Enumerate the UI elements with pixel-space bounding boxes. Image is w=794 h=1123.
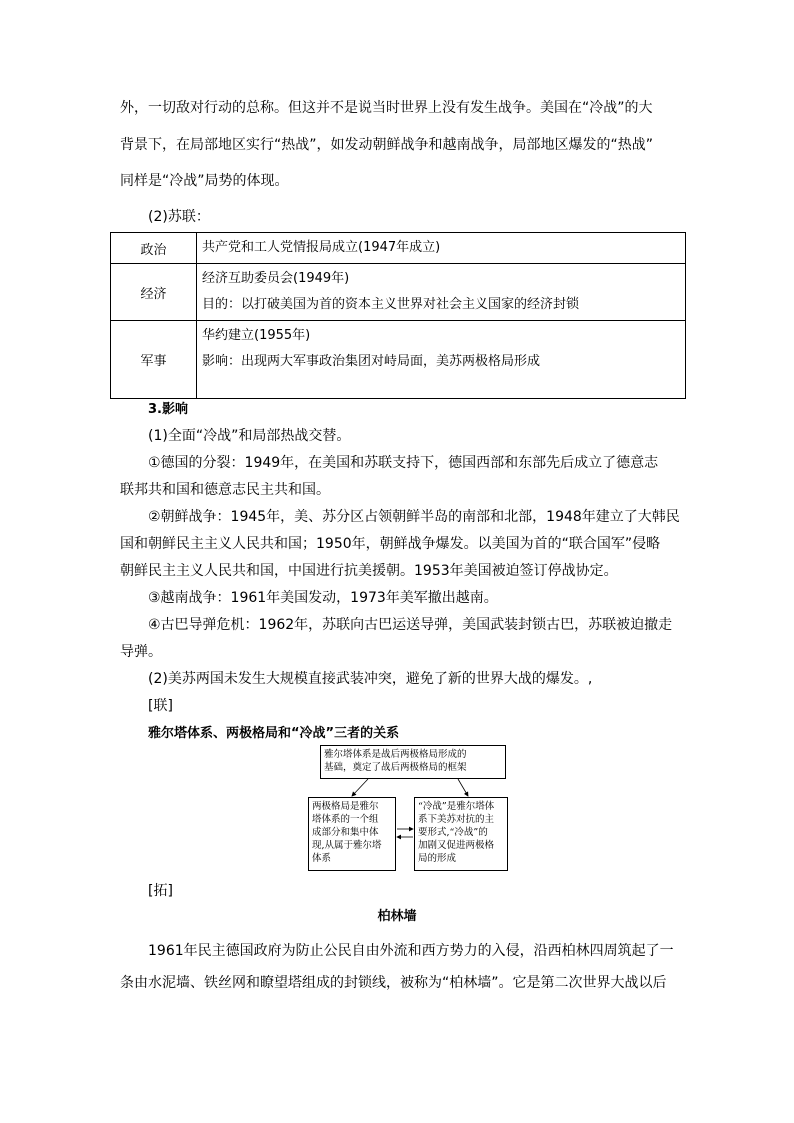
diagram-text-line: 两极格局是雅尔	[312, 801, 379, 812]
table-value-line: 华约建立(1955年)	[202, 328, 311, 343]
table-value	[197, 264, 686, 321]
table-value	[197, 321, 686, 399]
diagram-text-line: 成部分和集中体	[312, 827, 379, 838]
table-value-line: 目的：以打破美国为首的资本主义世界对社会主义国家的经济封锁	[202, 297, 580, 312]
diagram-text-line: 现,从属于雅尔塔	[312, 840, 382, 851]
link-tag: [联]	[148, 698, 173, 714]
impact-line: 国和朝鲜民主主义人民共和国；1950年，朝鲜战争爆发。以美国为首的“联合国军”侵略	[120, 536, 661, 552]
diagram-text-line: “冷战”是雅尔塔体	[418, 801, 495, 812]
table-value-line: 经济互助委员会(1949年)	[202, 271, 350, 286]
intro-line: 外，一切敌对行动的总称。但这并不是说当时世界上没有发生战争。美国在“冷战”的大	[120, 100, 653, 116]
ext-line: 1961年民主德国政府为防止公民自由外流和西方势力的入侵，沿西柏林四周筑起了一	[148, 943, 674, 959]
diagram-text-line: 加剧又促进两极格	[418, 840, 495, 851]
table-row	[111, 264, 686, 321]
impact-line: (1)全面“冷战”和局部热战交替。	[148, 428, 351, 444]
diagram-text-line: 局的形成	[418, 853, 457, 864]
table-value-line: 共产党和工人党情报局成立(1947年成立)	[202, 240, 441, 255]
table-value	[197, 233, 686, 264]
ext-tag: [拓]	[148, 883, 173, 899]
impact-line: 导弹。	[120, 644, 162, 660]
intro-line: 背景下，在局部地区实行“热战”，如发动朝鲜战争和越南战争，局部地区爆发的“热战”	[120, 137, 654, 153]
arrow-top-to-left	[352, 779, 368, 796]
ext-title: 柏林墙	[377, 909, 417, 924]
ussr-table	[110, 232, 686, 399]
table-row	[111, 233, 686, 264]
diagram-text-line: 基础，奠定了战后两极格局的框架	[324, 762, 467, 773]
table-key: 政治	[111, 233, 197, 264]
diagram-text-line: 要形式,“冷战”的	[418, 827, 488, 838]
intro-line: 同样是“冷战”局势的体现。	[120, 173, 289, 189]
diagram-text-line: 雅尔塔体系是战后两极格局形成的	[324, 749, 467, 760]
diagram-text-line: 系下美苏对抗的主	[418, 814, 495, 825]
impact-line: (2)美苏两国未发生大规模直接武装冲突，避免了新的世界大战的爆发。,	[148, 671, 593, 687]
impact-line: ②朝鲜战争：1945年，美、苏分区占领朝鲜半岛的南部和北部，1948年建立了大韩民	[148, 509, 680, 525]
relation-diagram	[308, 745, 508, 875]
impact-line: 朝鲜民主主义人民共和国，中国进行抗美援朝。1953年美国被迫签订停战协定。	[120, 563, 618, 579]
arrow-top-to-right	[458, 779, 468, 796]
ussr-heading: (2)苏联：	[148, 209, 210, 225]
table-value-line: 影响：出现两大军事政治集团对峙局面，美苏两极格局形成	[202, 354, 541, 369]
table-key: 军事	[111, 321, 197, 399]
impact-line: ③越南战争：1961年美国发动，1973年美军撤出越南。	[148, 590, 498, 606]
impact-line: 联邦共和国和德意志民主共和国。	[120, 482, 330, 498]
impact-line: ①德国的分裂：1949年，在美国和苏联支持下，德国西部和东部先后成立了德意志	[148, 455, 659, 471]
diagram-text-line: 塔体系的一个组	[312, 814, 379, 825]
impact-heading: 3.影响	[148, 402, 188, 417]
diagram-text-line: 体系	[312, 853, 332, 864]
ext-line: 条由水泥墙、铁丝网和瞭望塔组成的封锁线，被称为“柏林墙”。它是第二次世界大战以后	[120, 975, 667, 991]
impact-line: ④古巴导弹危机：1962年，苏联向古巴运送导弹，美国武装封锁古巴，苏联被迫撤走	[148, 617, 673, 633]
diagram-arrows	[308, 745, 508, 875]
link-title: 雅尔塔体系、两极格局和“冷战”三者的关系	[148, 726, 400, 741]
table-key: 经济	[111, 264, 197, 321]
table-row	[111, 321, 686, 399]
